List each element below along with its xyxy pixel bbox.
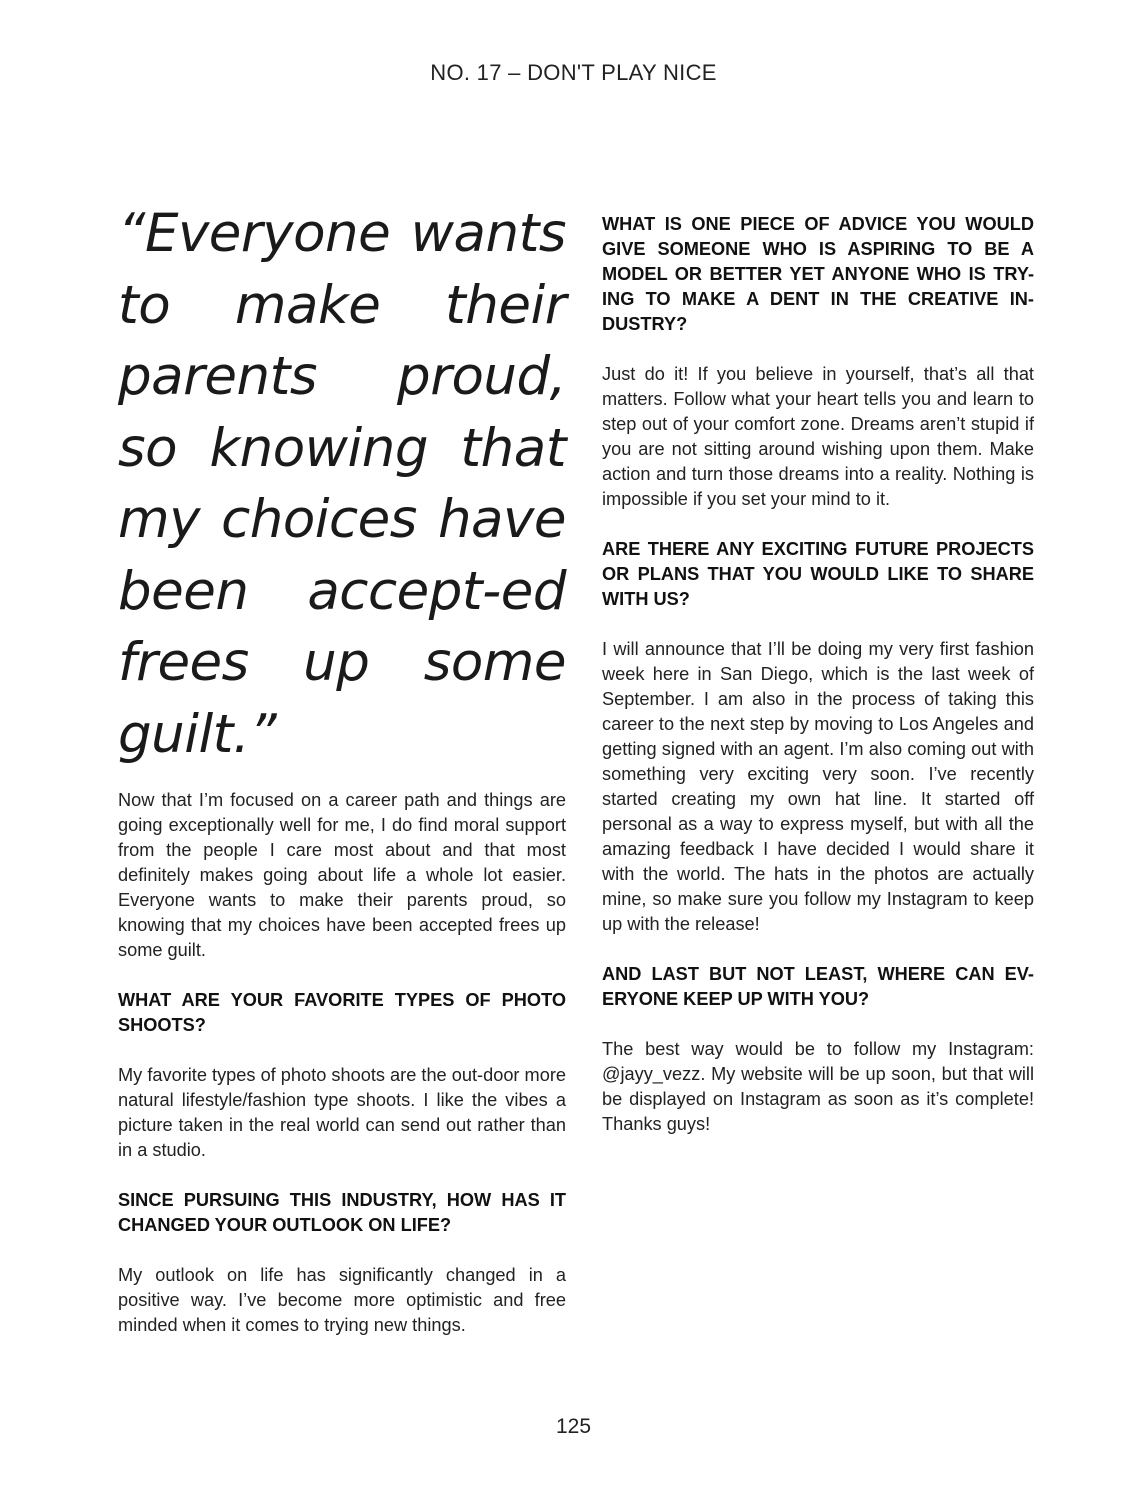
question-advice: WHAT IS ONE PIECE OF ADVICE YOU WOULD GIVE SOMEONE WHO IS ASPIRING TO BE A MODEL OR BETTER YET ANYONE WHO IS TRY-ING TO MAKE A DENT IN THE CREATIVE IN-DUSTRY? (602, 214, 1034, 334)
answer-keep-up: The best way would be to follow my Instagram: @jayy_vezz. My website will be up soon, but that will be displayed on Instagram as soon as it’s complete! Thanks guys! (602, 1039, 1034, 1134)
question-outlook: SINCE PURSUING THIS INDUSTRY, HOW HAS IT CHANGED YOUR OUTLOOK ON LIFE? (118, 1190, 566, 1235)
running-header: NO. 17 – DON'T PLAY NICE (430, 60, 717, 85)
page-number: 125 (555, 1415, 592, 1438)
question-future-projects: ARE THERE ANY EXCITING FUTURE PROJECTS OR PLANS THAT YOU WOULD LIKE TO SHARE WITH US? (602, 539, 1034, 609)
question-photo-shoots: WHAT ARE YOUR FAVORITE TYPES OF PHOTO SHOOTS? (118, 990, 566, 1035)
answer-advice: Just do it! If you believe in yourself, that’s all that matters. Follow what your heart tells you and learn to step out of your comfort zone. Dreams aren’t stupid if you are not sitting around wishing upon them. Make action and turn those dreams into a reality. Nothing is impossible if you set your mind to it. (602, 364, 1034, 509)
answer-future-projects: I will announce that I’ll be doing my very first fashion week here in San Diego, which is the last week of September. I am also in the process of taking this career to the next step by moving to Los Angeles and getting signed with an agent. I’m also coming out with something very exciting very soon. I’ve recently started creating my own hat line. It started off personal as a way to express myself, but with all the amazing feedback I have decided I would share it with the world. The hats in the photos are actually mine, so make sure you follow my Instagram to keep up with the release! (602, 639, 1034, 934)
question-keep-up: AND LAST BUT NOT LEAST, WHERE CAN EV-ERYONE KEEP UP WITH YOU? (602, 964, 1034, 1009)
answer-outlook: My outlook on life has significantly changed in a positive way. I’ve become more optimistic and free minded when it comes to trying new things. (118, 1265, 566, 1335)
right-column (602, 212, 1034, 1162)
answer-photo-shoots: My favorite types of photo shoots are the out-door more natural lifestyle/fashion type shoots. I like the vibes a picture taken in the real world can send out rather than in a studio. (118, 1065, 566, 1160)
left-column (118, 198, 566, 1363)
intro-answer: Now that I’m focused on a career path and things are going exceptionally well for me, I do find moral support from the people I care most about and that most definitely makes going about life a whole lot easier. Everyone wants to make their parents proud, so knowing that my choices have been accepted frees up some guilt. (118, 790, 566, 960)
pull-quote: “Everyone wants to make their parents proud, so knowing that my choices have been accept-ed frees up some guilt.” (118, 203, 566, 765)
